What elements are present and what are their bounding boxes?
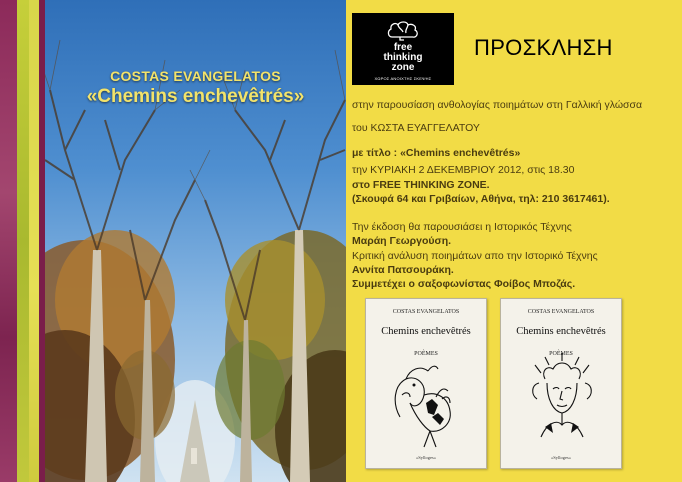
invitation-line-1: στην παρουσίαση ανθολογίας ποιημάτων στη Γαλλική γλώσσα [352, 99, 643, 111]
logo-wordmark [352, 43, 454, 73]
rooster-drawing-icon [366, 299, 488, 470]
logo-subtitle: ΧΩΡΟΣ ΑΝΟΙΧΤΗΣ ΣΚΕΨΗΣ [374, 76, 432, 81]
invitation-line-5: στο FREE THINKING ZONE. [352, 179, 490, 191]
invitation-line-8: Μαράη Γεωργούση. [352, 235, 452, 247]
cover-photo [45, 0, 346, 482]
book-cover-2 [500, 298, 622, 469]
invitation-line-3: με τίτλο : «Chemins enchevêtrés» [352, 147, 521, 159]
invitation-line-6: (Σκουφά 64 και Γριβαίων, Αθήνα, τηλ: 210 3617461). [352, 193, 610, 205]
book-author: COSTAS EVANGELATOS [527, 309, 595, 315]
book-author: COSTAS EVANGELATOS [392, 309, 460, 315]
cover-title: «Chemins enchevêtrés» [86, 86, 305, 107]
decorative-stripe-green [17, 0, 29, 482]
logo-line-free: free [393, 42, 413, 53]
free-thinking-zone-logo [352, 13, 454, 85]
invitation-line-9: Κριτική ανάλυση ποιημάτων απο την Ιστορικό Τέχνης [352, 250, 598, 262]
invitation-heading: ΠΡΟΣΚΛΗΣΗ [474, 35, 613, 60]
invitation-line-10: Αννίτα Πατσουράκη. [352, 264, 454, 276]
cover-author: COSTAS EVANGELATOS [110, 68, 281, 84]
logo-line-thinking: thinking [383, 52, 423, 63]
invitation-line-2: του ΚΩΣΤΑ ΕΥΑΓΓΕΛΑΤΟΥ [352, 122, 480, 134]
book-publisher: «Sylloges» [550, 455, 571, 460]
invitation-line-11: Συμμετέχει ο σαξοφωνίστας Φοίβος Μποζάς. [352, 278, 576, 290]
decorative-stripe-purple [0, 0, 17, 482]
book-publisher: «Sylloges» [415, 455, 436, 460]
invitation-line-4: την ΚΥΡΙΑΚΗ 2 ΔΕΚΕΜΒΡΙΟΥ 2012, στις 18.30 [352, 164, 575, 176]
book-title: Chemins enchevêtrés [381, 326, 471, 337]
book-title: Chemins enchevêtrés [516, 326, 606, 337]
decorative-stripe-yellow [29, 0, 39, 482]
face-drawing-icon [501, 299, 623, 470]
book-subtitle: POÈMES [549, 351, 573, 357]
invitation-line-7: Την έκδοση θα παρουσιάσει η Ιστορικός Τέχνης [352, 221, 572, 233]
logo-line-zone: zone [391, 62, 415, 73]
book-cover-1 [365, 298, 487, 469]
book-subtitle: POÈMES [414, 351, 438, 357]
